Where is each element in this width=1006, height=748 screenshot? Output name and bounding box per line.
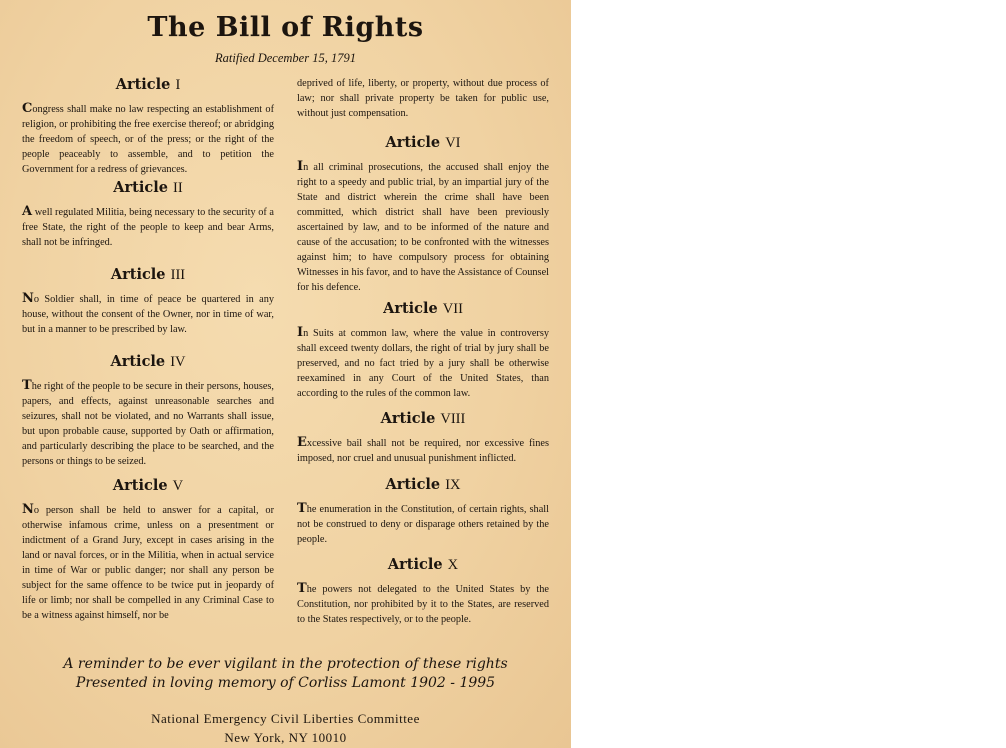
right-column	[297, 76, 549, 627]
article-6	[297, 134, 549, 300]
article-word: Article	[387, 556, 443, 573]
article-numeral: VIII	[440, 411, 466, 427]
article-text: ongress shall make no law respecting an establishment of religion, or prohibiting the free exercise thereof; or abridging the freedom of speech, or of the press; or the right of the people peaceably to assemble, and to petition the Government for a redress of grievances.	[22, 104, 274, 175]
organization-address: New York, NY 10010	[224, 730, 347, 745]
article-5	[22, 477, 274, 623]
organization-name: National Emergency Civil Liberties Committee	[151, 711, 420, 726]
dedication-line-1: A reminder to be ever vigilant in the protection of these rights	[63, 656, 508, 672]
drop-cap: T	[22, 378, 32, 393]
drop-cap: E	[297, 435, 307, 450]
article-text: he powers not delegated to the United States by the Constitution, nor prohibited by it to the States, are reserved to the States respectively, or to the people.	[297, 584, 549, 625]
article-9	[297, 476, 549, 556]
article-numeral: X	[447, 557, 459, 573]
article-numeral: III	[170, 267, 186, 283]
article-text: well regulated Militia, being necessary to the security of a free State, the right of the people to keep and bear Arms, shall not be infringed.	[22, 207, 274, 248]
drop-cap: T	[297, 581, 307, 596]
organization-block	[0, 709, 571, 747]
article-numeral: VII	[442, 301, 463, 317]
article-text: o person shall be held to answer for a capital, or otherwise infamous crime, unless on a presentment or indictment of a Grand Jury, except in cases arising in the land or naval forces, or in the Militia, when in actual service in time of War or public danger; nor shall any person be subject for the same offence to be twice put in jeopardy of life or limb; nor shall be compelled in any Criminal Case to be a witness against himself, nor be	[22, 505, 274, 621]
drop-cap: I	[297, 159, 304, 174]
article-word: Article	[380, 410, 436, 427]
memorial-dedication	[0, 655, 571, 693]
article-text: he right of the people to be secure in their persons, houses, papers, and effects, against unreasonable searches and seizures, shall not be violated, and no Warrants shall issue, but upon probable cause, supported by Oath or affirmation, and particularly describing the place to be searched, and the persons or things to be seized.	[22, 381, 274, 467]
article-numeral: IV	[170, 354, 186, 370]
article-text: n Suits at common law, where the value in controversy shall exceed twenty dollars, the right of trial by jury shall be preserved, and no fact tried by a jury shall be otherwise reexamined in any Court of the United States, than according to the rules of the common law.	[297, 328, 549, 399]
article-2	[22, 179, 274, 266]
article-word: Article	[112, 477, 168, 494]
article-text: n all criminal prosecutions, the accused shall enjoy the right to a speedy and public trial, by an impartial jury of the State and district wherein the crime shall have been committed, which district shall have been previously ascertained by law, and to be informed of the nature and cause of the accusation; to be confronted with the witnesses against him; to have compulsory process for obtaining Witnesses in his favor, and to have the Assistance of Counsel for his defence.	[297, 162, 549, 293]
article-word: Article	[113, 179, 168, 196]
article-text: o Soldier shall, in time of peace be quartered in any house, without the consent of the Owner, nor in time of war, but in a manner to be prescribed by law.	[22, 294, 274, 335]
drop-cap: A	[22, 204, 33, 219]
article-word: Article	[110, 266, 166, 283]
article-numeral: II	[173, 180, 183, 196]
article-word: Article	[383, 300, 438, 317]
article-8	[297, 410, 549, 476]
article-word: Article	[385, 134, 441, 151]
article-10	[297, 556, 549, 627]
ratified-date: Ratified December 15, 1791	[215, 51, 356, 65]
article-5-continuation: deprived of life, liberty, or property, without due process of law; nor shall private property be taken for public use, without just compensation.	[297, 78, 549, 119]
drop-cap: I	[297, 325, 304, 340]
drop-cap: N	[22, 502, 34, 517]
article-text: xcessive bail shall not be required, nor excessive fines imposed, nor cruel and unusual punishment inflicted.	[297, 438, 549, 464]
article-numeral: IX	[445, 477, 461, 493]
drop-cap: N	[22, 291, 34, 306]
article-4	[22, 353, 274, 477]
article-word: Article	[110, 353, 166, 370]
drop-cap: T	[297, 501, 307, 516]
left-column	[22, 76, 274, 623]
drop-cap: C	[22, 101, 33, 116]
article-3	[22, 266, 274, 353]
article-7	[297, 300, 549, 410]
article-word: Article	[115, 76, 171, 93]
dedication-line-2: Presented in loving memory of Corliss Lamont 1902 - 1995	[75, 675, 496, 691]
article-1	[22, 76, 274, 179]
article-numeral: V	[172, 478, 184, 494]
article-numeral: VI	[445, 135, 461, 151]
page-title: The Bill of Rights	[147, 12, 424, 43]
article-numeral: I	[175, 77, 181, 93]
article-word: Article	[385, 476, 441, 493]
article-text: he enumeration in the Constitution, of certain rights, shall not be construed to deny or disparage others retained by the people.	[297, 504, 549, 545]
